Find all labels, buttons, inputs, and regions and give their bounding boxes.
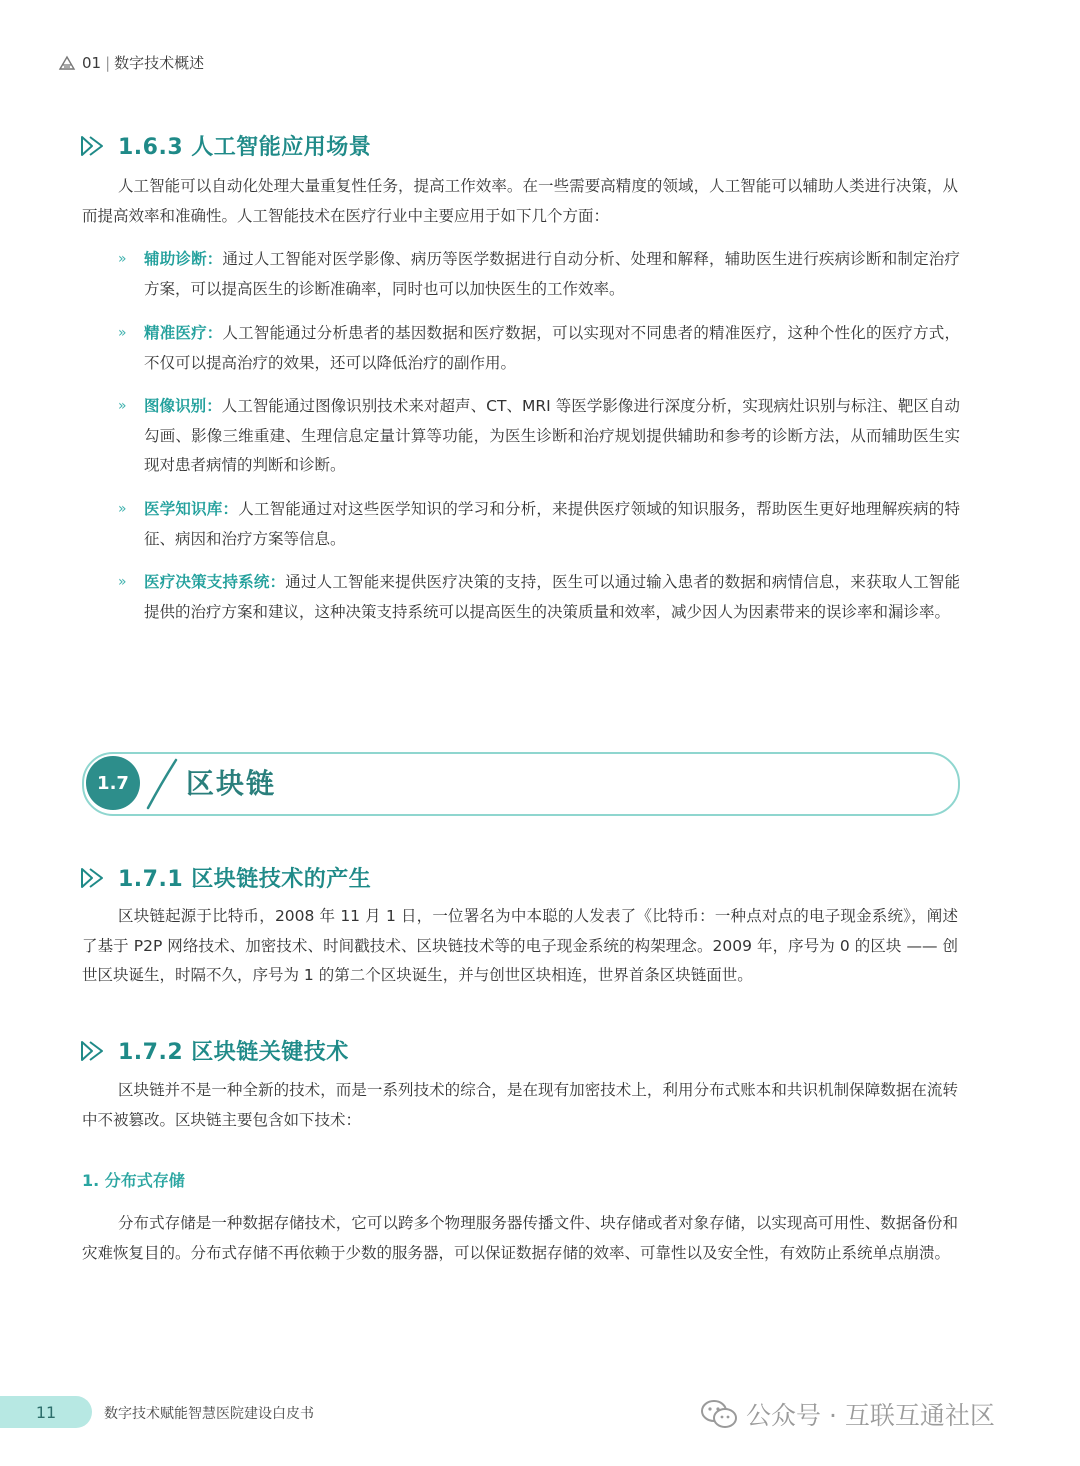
- section-heading-1-7-1: [80, 862, 371, 893]
- bullet-marker: »: [118, 501, 127, 517]
- watermark-text: 公众号 · 互联互通社区: [746, 1401, 995, 1430]
- list-item: [118, 319, 960, 378]
- wechat-icon: [700, 1399, 738, 1429]
- bullet-text: 人工智能通过图像识别技术来对超声、CT、MRI 等医学影像进行深度分析，实现病灶识别与标注、靶区自动勾画、影像三维重建、生理信息定量计算等功能，为医生诊断和治疗规划提供辅助和参考的诊断方法，从而辅助医生实现对患者病情的判断和诊断。: [144, 397, 960, 474]
- chapter-banner: [82, 752, 958, 814]
- bullet-marker: »: [118, 574, 127, 590]
- bullet-keyword: 辅助诊断：: [144, 250, 223, 268]
- bullet-text: 通过人工智能对医学影像、病历等医学数据进行自动分析、处理和解释，辅助医生进行疾病诊断和制定治疗方案，可以提高医生的诊断准确率，同时也可以加快医生的工作效率。: [144, 250, 960, 298]
- list-item: [118, 495, 960, 554]
- chapter-title: 数字技术概述: [114, 54, 205, 72]
- bullet-marker: »: [118, 325, 127, 341]
- paragraph: 区块链起源于比特币，2008 年 11 月 1 日，一位署名为中本聪的人发表了《比特币：一种点对点的电子现金系统》，阐述了基于 P2P 网络技术、加密技术、时间戳技术、区块链技术等的电子现金系统的构架理念。2009 年，序号为 0 的区块 —— 创世区块诞生，时隔不久，序号为 1 的第二个区块诞生，并与创世区块相连，世界首条区块链面世。: [82, 907, 958, 984]
- book-title: 数字技术赋能智慧医院建设白皮书: [104, 1406, 314, 1422]
- list-item: [118, 245, 960, 304]
- bullet-keyword: 图像识别：: [144, 397, 222, 415]
- header-divider: |: [105, 53, 111, 72]
- list-item: [118, 392, 960, 481]
- section-title: 1.7.1 区块链技术的产生: [118, 867, 372, 892]
- bullet-keyword: 医学知识库：: [144, 500, 239, 518]
- bullet-marker: »: [118, 398, 127, 414]
- banner-title: 区块链: [186, 767, 277, 800]
- double-arrow-icon: [80, 135, 108, 157]
- chapter-number: 01: [82, 53, 102, 72]
- section-heading-1-7-2: [80, 1035, 349, 1066]
- banner-number-badge: 1.7: [86, 756, 140, 810]
- bullet-keyword: 精准医疗：: [144, 324, 223, 342]
- bullet-text: 通过人工智能来提供医疗决策的支持，医生可以通过输入患者的数据和病情信息，来获取人工智能提供的治疗方案和建议，这种决策支持系统可以提高医生的决策质量和效率，减少因人为因素带来的误诊率和漏诊率。: [144, 573, 960, 621]
- double-arrow-icon: [80, 1040, 108, 1062]
- paragraph: 区块链并不是一种全新的技术，而是一系列技术的综合，是在现有加密技术上，利用分布式账本和共识机制保障数据在流转中不被篡改。区块链主要包含如下技术：: [82, 1081, 958, 1129]
- bullet-text: 人工智能通过对这些医学知识的学习和分析，来提供医疗领域的知识服务，帮助医生更好地理解疾病的特征、病因和治疗方案等信息。: [144, 500, 960, 548]
- running-header: [58, 52, 204, 73]
- paragraph: 分布式存储是一种数据存储技术，它可以跨多个物理服务器传播文件、块存储或者对象存储，以实现高可用性、数据备份和灾难恢复目的。分布式存储不再依赖于少数的服务器，可以保证数据存储的效率、可靠性以及安全性，有效防止系统单点崩溃。: [82, 1214, 958, 1262]
- double-arrow-icon: [80, 867, 108, 889]
- section-title: 1.6.3 人工智能应用场景: [118, 135, 372, 160]
- chapter-icon: [58, 54, 76, 72]
- bullet-text: 人工智能通过分析患者的基因数据和医疗数据，可以实现对不同患者的精准医疗，这种个性化的医疗方式，不仅可以提高治疗的效果，还可以降低治疗的副作用。: [144, 324, 960, 372]
- banner-slash-icon: [142, 758, 182, 810]
- page-footer: [0, 1396, 1080, 1430]
- bullet-keyword: 医疗决策支持系统：: [144, 573, 286, 591]
- bullet-marker: »: [118, 251, 127, 267]
- watermark: [700, 1396, 995, 1432]
- intro-paragraph: 人工智能可以自动化处理大量重复性任务，提高工作效率。在一些需要高精度的领域，人工智能可以辅助人类进行决策，从而提高效率和准确性。人工智能技术在医疗行业中主要应用于如下几个方面：: [82, 177, 958, 225]
- section-title: 1.7.2 区块链关键技术: [118, 1040, 349, 1065]
- list-item: [118, 568, 960, 627]
- page-number: 11: [0, 1396, 92, 1428]
- section-heading-1-6-3: [80, 130, 371, 161]
- subsection-title: 1. 分布式存储: [82, 1171, 185, 1190]
